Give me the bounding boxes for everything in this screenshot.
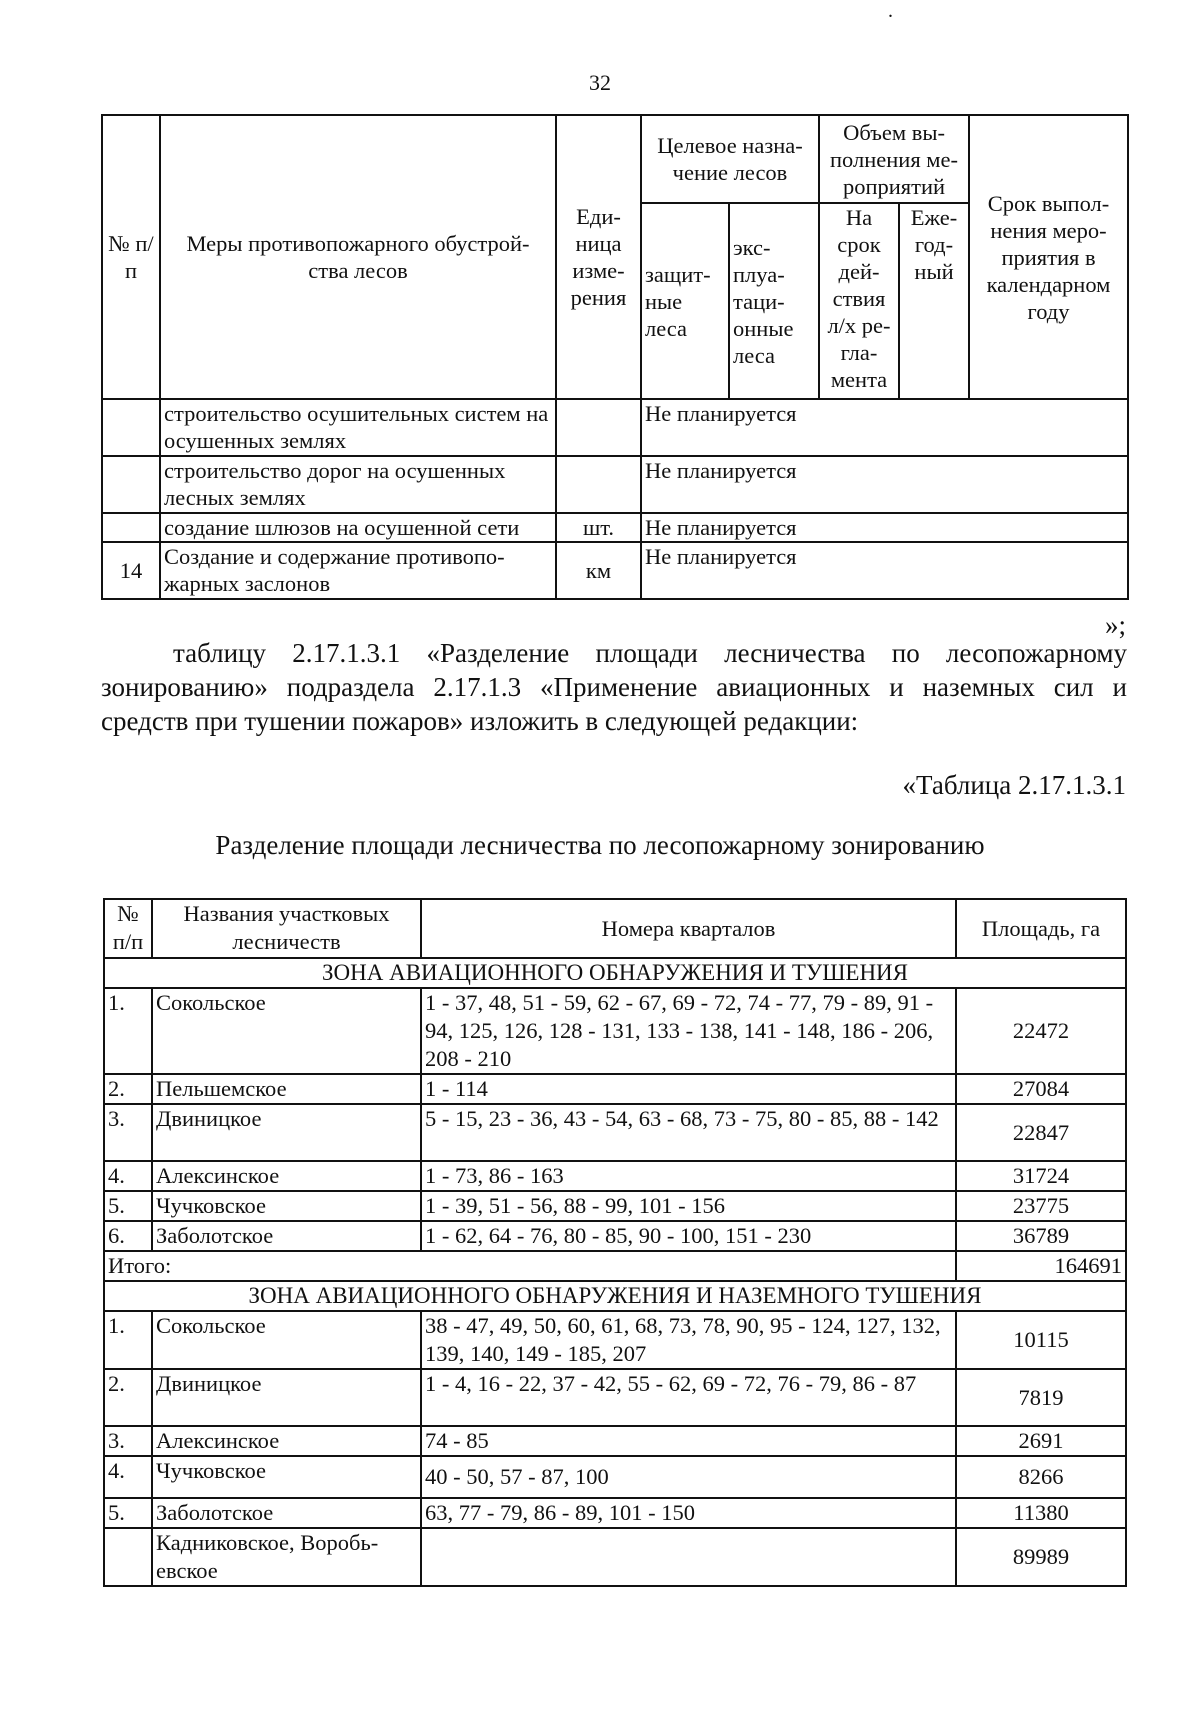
row-name: Двиницкое — [152, 1369, 421, 1426]
row-name: Кадниковское, Воробь- евское — [152, 1528, 421, 1586]
row-measure: создание шлюзов на осушенной сети — [160, 513, 556, 542]
row-num: 3. — [104, 1426, 152, 1456]
table-row — [104, 1528, 1126, 1586]
row-area: 22472 — [956, 988, 1126, 1074]
row-quarters — [421, 1528, 956, 1586]
table-row — [104, 1311, 1126, 1369]
row-quarters: 1 - 4, 16 - 22, 37 - 42, 55 - 62, 69 - 72, 76 - 79, 86 - 87 — [421, 1369, 956, 1426]
header-quarters: Номера кварталов — [421, 899, 956, 958]
table-row — [104, 1074, 1126, 1104]
row-name: Заболотское — [152, 1498, 421, 1528]
header-deadline: Срок выпол- нения меро- приятия в календарном году — [969, 115, 1128, 399]
total-row — [104, 1251, 1126, 1281]
header-name: Названия участковых лесничеств — [152, 899, 421, 958]
row-num — [102, 399, 160, 456]
row-num: 2. — [104, 1369, 152, 1426]
header-annual: Еже- год- ный — [899, 203, 969, 399]
row-area: 10115 — [956, 1311, 1126, 1369]
row-name: Чучковское — [152, 1191, 421, 1221]
row-num: 1. — [104, 1311, 152, 1369]
row-area: 27084 — [956, 1074, 1126, 1104]
table-row — [104, 1191, 1126, 1221]
table-row — [104, 1104, 1126, 1161]
header-num: № п/п — [102, 115, 160, 399]
row-name: Пельшемское — [152, 1074, 421, 1104]
row-quarters: 40 - 50, 57 - 87, 100 — [421, 1456, 956, 1498]
row-area: 7819 — [956, 1369, 1126, 1426]
row-num: 1. — [104, 988, 152, 1074]
row-status: Не планируется — [641, 513, 1128, 542]
fire-measures-table — [101, 114, 1129, 600]
row-unit — [556, 399, 641, 456]
page-number: 32 — [589, 70, 611, 95]
row-area: 23775 — [956, 1191, 1126, 1221]
row-name: Сокольское — [152, 988, 421, 1074]
row-measure: строительство дорог на осушенных лесных землях — [160, 456, 556, 513]
paragraph-line: зонированию» подраздела 2.17.1.3 «Применение авиационных и наземных сил и — [101, 672, 1127, 702]
table-row — [104, 988, 1126, 1074]
row-num: 4. — [104, 1456, 152, 1498]
table-row — [102, 542, 1128, 599]
table-row — [104, 1498, 1126, 1528]
row-num — [102, 456, 160, 513]
table-row — [104, 1456, 1126, 1498]
row-name: Заболотское — [152, 1221, 421, 1251]
row-name: Чучковское — [152, 1456, 421, 1498]
row-quarters: 1 - 73, 86 - 163 — [421, 1161, 956, 1191]
header-unit: Еди- ница изме- рения — [556, 115, 641, 399]
row-num: 5. — [104, 1191, 152, 1221]
header-term-period: На срок дей- ствия л/х ре- гла- мента — [819, 203, 899, 399]
row-area: 22847 — [956, 1104, 1126, 1161]
header-protective: защит- ные леса — [641, 203, 729, 399]
row-name: Алексинское — [152, 1426, 421, 1456]
row-num: 14 — [102, 542, 160, 599]
row-quarters: 63, 77 - 79, 86 - 89, 101 - 150 — [421, 1498, 956, 1528]
table-row — [104, 1221, 1126, 1251]
row-unit — [556, 456, 641, 513]
row-status: Не планируется — [641, 399, 1128, 456]
row-quarters: 38 - 47, 49, 50, 60, 61, 68, 73, 78, 90, 95 - 124, 127, 132, 139, 140, 149 - 185, 207 — [421, 1311, 956, 1369]
header-volume: Объем вы- полнения ме- роприятий — [819, 115, 969, 203]
row-unit: км — [556, 542, 641, 599]
row-num: 4. — [104, 1161, 152, 1191]
header-num: № п/п — [104, 899, 152, 958]
row-quarters: 1 - 39, 51 - 56, 88 - 99, 101 - 156 — [421, 1191, 956, 1221]
row-name: Сокольское — [152, 1311, 421, 1369]
zoning-table — [103, 898, 1127, 1587]
row-num: 2. — [104, 1074, 152, 1104]
row-measure: строительство осушительных систем на осушенных землях — [160, 399, 556, 456]
row-num: 5. — [104, 1498, 152, 1528]
table-row — [104, 1161, 1126, 1191]
row-area: 89989 — [956, 1528, 1126, 1586]
row-area: 8266 — [956, 1456, 1126, 1498]
row-num — [102, 513, 160, 542]
row-num: 3. — [104, 1104, 152, 1161]
table-row — [102, 456, 1128, 513]
table-row — [102, 399, 1128, 456]
row-area: 11380 — [956, 1498, 1126, 1528]
table-row — [104, 1426, 1126, 1456]
scan-speck: . — [888, 0, 893, 22]
header-exploitation: экс- плуа- таци- онные леса — [729, 203, 819, 399]
header-purpose: Целевое назна- чение лесов — [641, 115, 819, 203]
row-name: Алексинское — [152, 1161, 421, 1191]
row-quarters: 1 - 37, 48, 51 - 59, 62 - 67, 69 - 72, 74 - 77, 79 - 89, 91 - 94, 125, 126, 128 - 131, 133 - 138, 141 - 148, 186 - 206, 208 - 210 — [421, 988, 956, 1074]
row-area: 36789 — [956, 1221, 1126, 1251]
table-caption: «Таблица 2.17.1.3.1 — [902, 770, 1126, 800]
amendment-paragraph — [101, 636, 1127, 738]
zone-title: ЗОНА АВИАЦИОННОГО ОБНАРУЖЕНИЯ И ТУШЕНИЯ — [104, 958, 1126, 988]
table-row — [104, 1369, 1126, 1426]
row-name: Двиницкое — [152, 1104, 421, 1161]
header-measures: Меры противопожарного обустрой- ства лесов — [160, 115, 556, 399]
row-quarters: 74 - 85 — [421, 1426, 956, 1456]
total-label: Итого: — [104, 1251, 956, 1281]
paragraph-line: таблицу 2.17.1.3.1 «Разделение площади лесничества по лесопожарному — [173, 638, 1127, 668]
row-quarters: 1 - 114 — [421, 1074, 956, 1104]
row-measure: Создание и содержание противопо- жарных заслонов — [160, 542, 556, 599]
row-unit: шт. — [556, 513, 641, 542]
quote-end: »; — [1104, 610, 1126, 640]
row-area: 2691 — [956, 1426, 1126, 1456]
table-title: Разделение площади лесничества по лесопожарному зонированию — [215, 830, 985, 860]
row-area: 31724 — [956, 1161, 1126, 1191]
row-quarters: 1 - 62, 64 - 76, 80 - 85, 90 - 100, 151 - 230 — [421, 1221, 956, 1251]
total-value: 164691 — [956, 1251, 1126, 1281]
header-area: Площадь, га — [956, 899, 1126, 958]
row-status: Не планируется — [641, 542, 1128, 599]
row-status: Не планируется — [641, 456, 1128, 513]
row-num: 6. — [104, 1221, 152, 1251]
row-quarters: 5 - 15, 23 - 36, 43 - 54, 63 - 68, 73 - 75, 80 - 85, 88 - 142 — [421, 1104, 956, 1161]
table-row — [102, 513, 1128, 542]
zone-title: ЗОНА АВИАЦИОННОГО ОБНАРУЖЕНИЯ И НАЗЕМНОГО ТУШЕНИЯ — [104, 1281, 1126, 1311]
paragraph-line: средств при тушении пожаров» изложить в следующей редакции: — [101, 706, 859, 736]
row-num — [104, 1528, 152, 1586]
